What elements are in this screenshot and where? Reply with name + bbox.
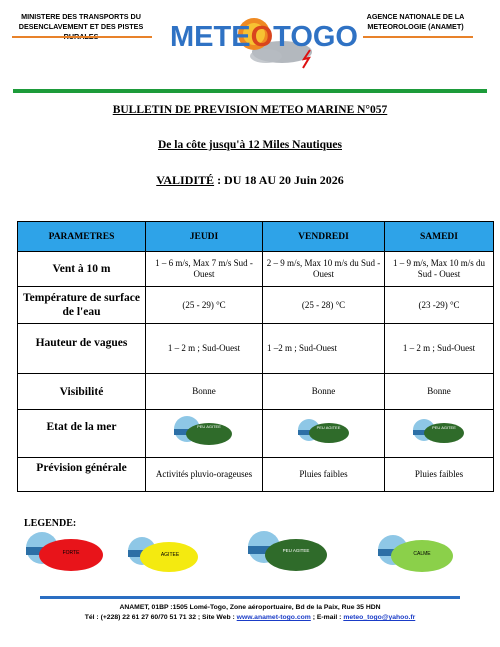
value-cell: 1 – 2 m ; Sud-Ouest — [385, 324, 494, 374]
footer-email-label: ; E-mail : — [310, 614, 344, 621]
logo-text-part3: TOGO — [273, 21, 358, 53]
value-cell: Bonne — [385, 374, 494, 410]
table-row — [18, 410, 494, 458]
sea-state-cell — [385, 410, 494, 458]
header-samedi: SAMEDI — [385, 222, 494, 252]
sea-state-peu-agitee-icon — [173, 416, 235, 446]
header-jeudi: JEUDI — [146, 222, 263, 252]
sea-state-label: PEU AGITEE — [432, 425, 456, 430]
sea-state-peu-agitee-icon — [297, 418, 351, 444]
logo-text-part1: METE — [170, 21, 251, 53]
legend-label: FORTE — [62, 550, 80, 556]
website-link[interactable]: www.anamet-togo.com — [236, 614, 311, 621]
value-cell: 1 –2 m ; Sud-Ouest — [263, 324, 385, 374]
agency-name: AGENCE NATIONALE DE LA METEOROLOGIE (ANAMET) — [366, 12, 465, 31]
sea-state-peu-agitee-icon — [412, 418, 466, 444]
email-link[interactable]: meteo_togo@yahoo.fr — [343, 614, 416, 621]
sea-state-label: PEU AGITEE — [197, 424, 221, 429]
meteo-togo-logo — [170, 14, 358, 74]
param-wind: Vent à 10 m — [18, 252, 146, 287]
param-sea-state: Etat de la mer — [18, 410, 146, 458]
ministry-underline — [12, 36, 152, 38]
zone-subtitle: De la côte jusqu'à 12 Miles Nautiques — [158, 139, 342, 151]
value-cell: (23 -29) °C — [385, 287, 494, 324]
table-row — [18, 374, 494, 410]
forecast-table — [17, 221, 494, 492]
legend-item-forte — [25, 530, 105, 574]
value-cell: (25 - 29) °C — [146, 287, 263, 324]
legend-item-agitee — [127, 535, 199, 575]
value-cell: Pluies faibles — [263, 458, 385, 492]
value-cell: (25 - 28) °C — [263, 287, 385, 324]
legend-label: CALME — [413, 551, 431, 557]
footer-address: ANAMET, 01BP :1505 Lomé-Togo, Zone aéroportuaire, Bd de la Paix, Rue 35 HDN — [119, 604, 381, 611]
value-cell: Pluies faibles — [385, 458, 494, 492]
param-water-temp: Température de surface de l'eau — [18, 287, 146, 324]
legend-item-calme — [376, 533, 456, 575]
value-cell: Bonne — [146, 374, 263, 410]
validity-line — [0, 173, 500, 188]
param-wave-height: Hauteur de vagues — [18, 324, 146, 374]
sea-state-cell — [263, 410, 385, 458]
table-row — [18, 287, 494, 324]
legend-item-peu-agitee — [246, 530, 330, 574]
table-row — [18, 324, 494, 374]
logo-text-part2: O — [250, 21, 274, 53]
param-general-forecast: Prévision générale — [18, 458, 146, 492]
table-header-row — [18, 222, 494, 252]
legend-label: AGITEE — [160, 552, 180, 558]
footer-phone: Tél : (+228) 22 61 27 60/70 51 71 32 ; Site Web : — [84, 614, 237, 621]
footer-divider — [40, 596, 460, 599]
header-divider — [13, 89, 487, 93]
ministry-name: MINISTERE DES TRANSPORTS DU DESENCLAVEMENT ET DES PISTES — [18, 12, 144, 31]
validity-label: VALIDITÉ — [156, 173, 215, 187]
header-parametres: PARAMETRES — [18, 222, 146, 252]
sea-state-label: PEU AGITEE — [316, 425, 341, 430]
validity-dates: : DU 18 AU 20 Juin 2026 — [214, 173, 344, 187]
footer-contact — [0, 614, 500, 621]
sea-state-cell — [146, 410, 263, 458]
legend-title: LEGENDE: — [24, 518, 77, 529]
table-row — [18, 458, 494, 492]
value-cell: Bonne — [263, 374, 385, 410]
agency-underline — [363, 36, 473, 38]
table-row — [18, 252, 494, 287]
value-cell: 1 – 2 m ; Sud-Ouest — [146, 324, 263, 374]
bulletin-title: BULLETIN DE PREVISION METEO MARINE N°057 — [112, 104, 388, 116]
header-vendredi: VENDREDI — [263, 222, 385, 252]
value-cell: 2 – 9 m/s, Max 10 m/s du Sud - Ouest — [263, 252, 385, 287]
value-cell: 1 – 9 m/s, Max 10 m/s du Sud - Ouest — [385, 252, 494, 287]
param-visibility: Visibilité — [18, 374, 146, 410]
legend-label: PEU AGITEE — [282, 548, 310, 553]
value-cell: Activités pluvio-orageuses — [146, 458, 263, 492]
value-cell: 1 – 6 m/s, Max 7 m/s Sud - Ouest — [146, 252, 263, 287]
